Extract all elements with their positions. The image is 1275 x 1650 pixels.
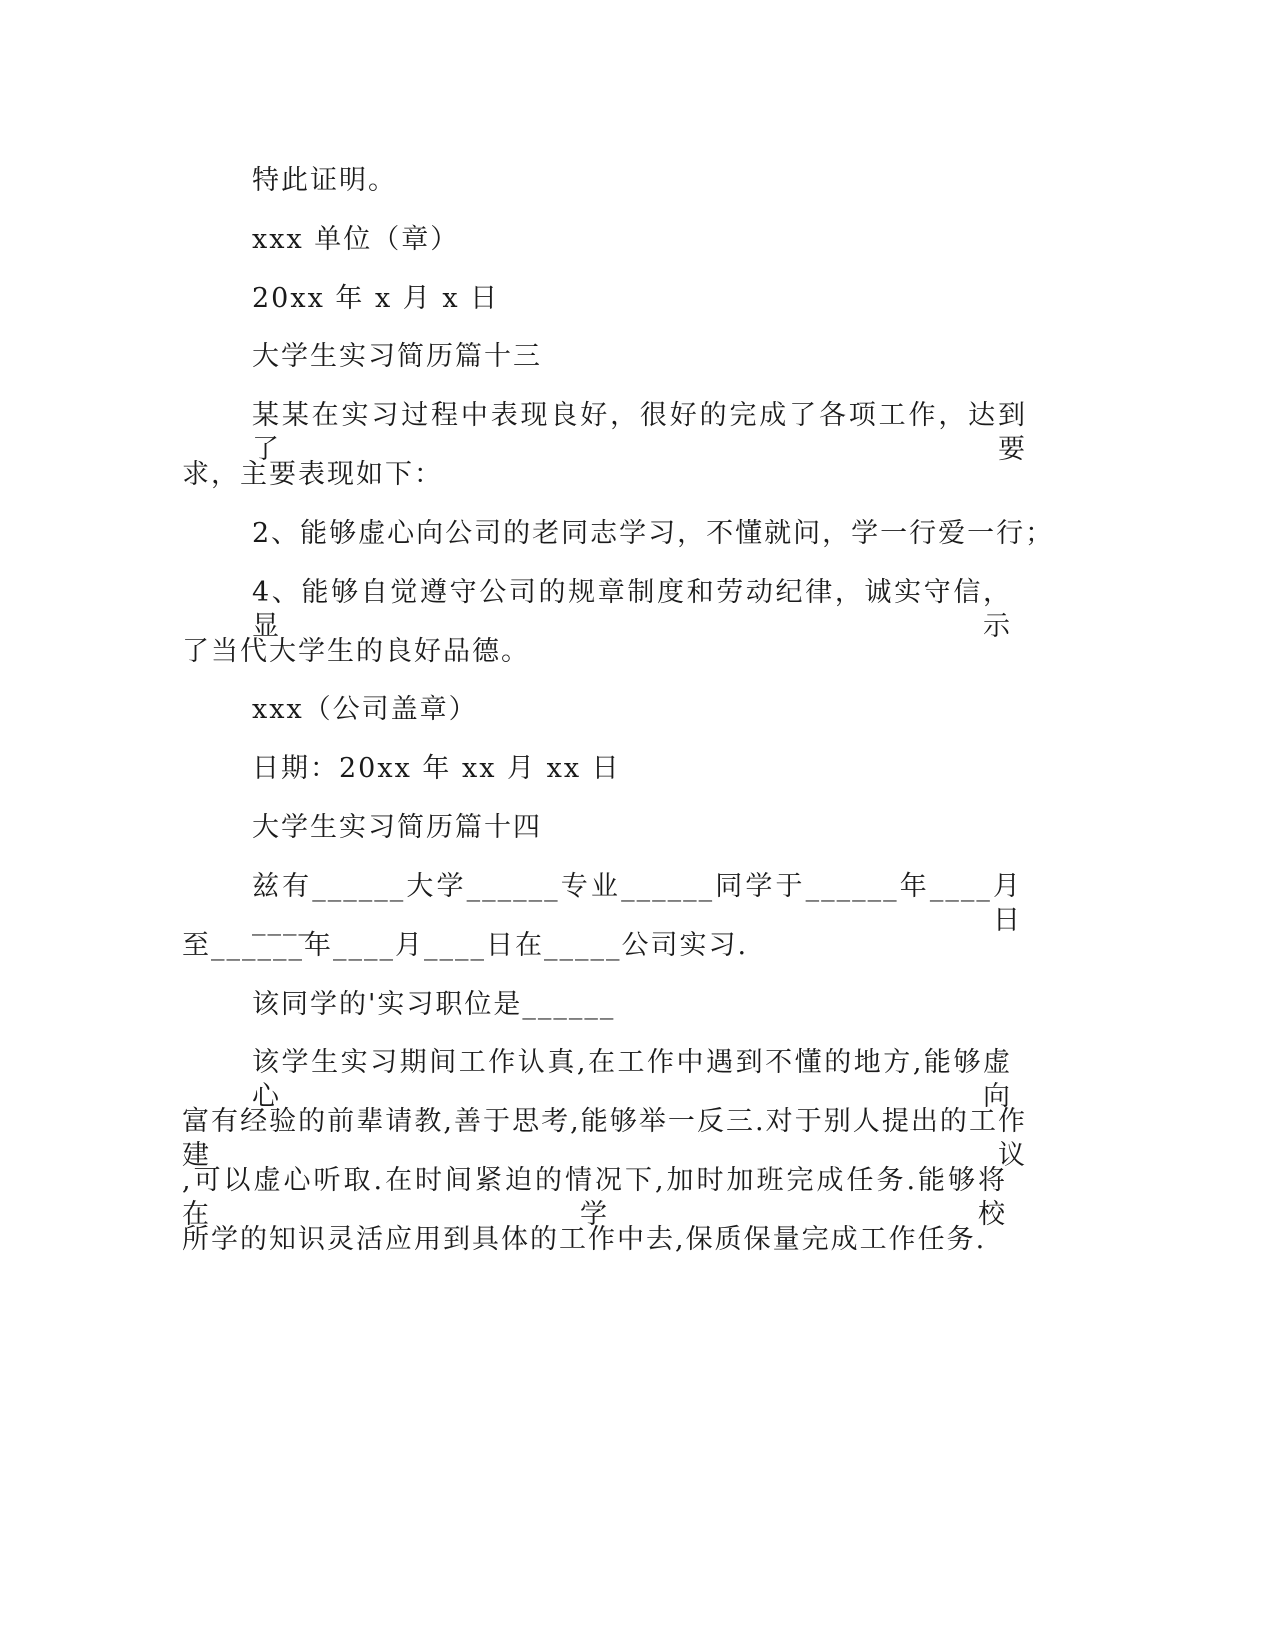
form-fill-line: 兹有______大学______专业______同学于______年____月____日 xyxy=(252,871,1022,936)
date-line: 20xx 年 x 月 x 日 xyxy=(252,283,500,314)
certify-statement: 特此证明。 xyxy=(252,165,397,196)
form-fill-line: 至______年____月____日在_____公司实习. xyxy=(182,930,749,961)
paragraph-line: 该学生实习期间工作认真,在工作中遇到不懂的地方,能够虚心向 xyxy=(252,1047,1012,1112)
section-heading-14: 大学生实习简历篇十四 xyxy=(252,812,542,843)
section-heading-13: 大学生实习简历篇十三 xyxy=(252,341,542,372)
position-line: 该同学的'实习职位是______ xyxy=(252,989,616,1020)
paragraph-line: 富有经验的前辈请教,善于思考,能够举一反三.对于别人提出的工作建议 xyxy=(182,1106,1027,1171)
company-seal-line: xxx（公司盖章） xyxy=(252,694,478,725)
date-line: 日期：20xx 年 xx 月 xx 日 xyxy=(252,753,621,784)
paragraph-line: ,可以虚心听取.在时间紧迫的情况下,加时加班完成任务.能够将在学校 xyxy=(182,1165,1007,1230)
paragraph-line: 所学的知识灵活应用到具体的工作中去,保质保量完成工作任务. xyxy=(182,1224,987,1255)
list-item-2: 2、能够虚心向公司的老同志学习，不懂就问，学一行爱一行； xyxy=(252,518,1055,549)
unit-seal-line: xxx 单位（章） xyxy=(252,224,460,255)
paragraph-line: 某某在实习过程中表现良好，很好的完成了各项工作，达到了要 xyxy=(252,400,1027,465)
list-item-4: 4、能够自觉遵守公司的规章制度和劳动纪律，诚实守信，显示 xyxy=(252,577,1012,642)
paragraph-line: 了当代大学生的良好品德。 xyxy=(182,636,530,667)
paragraph-line: 求，主要表现如下： xyxy=(182,459,443,490)
